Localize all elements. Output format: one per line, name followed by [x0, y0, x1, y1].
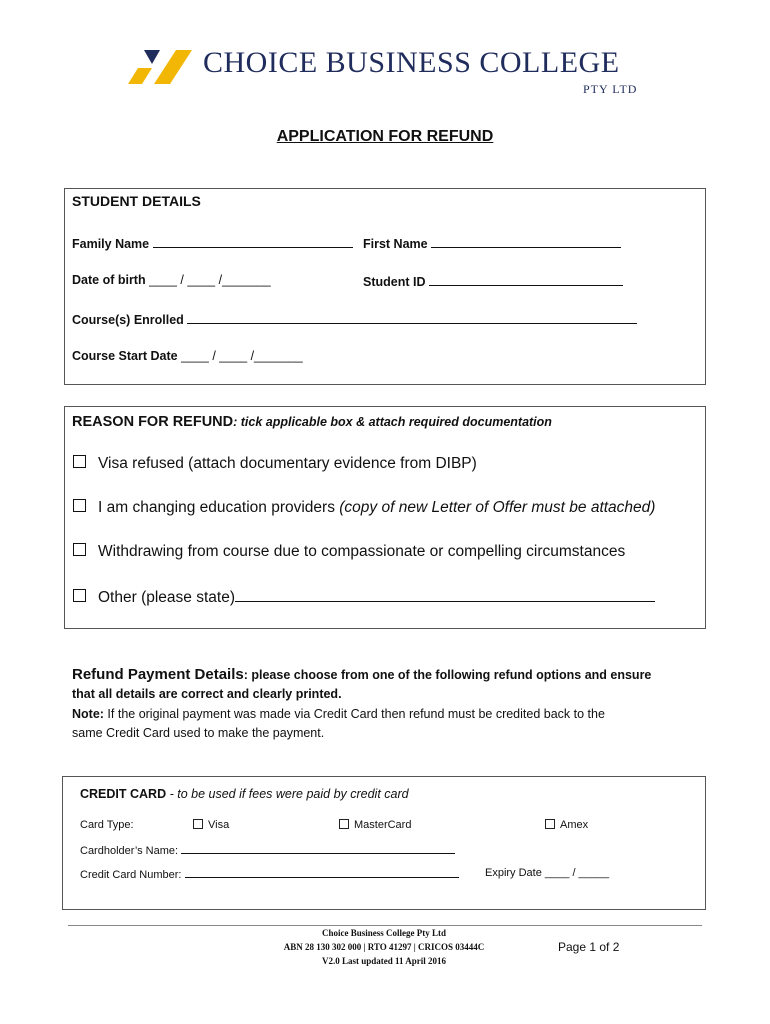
reason-option-provider[interactable] — [73, 499, 655, 517]
checkbox-mastercard[interactable] — [339, 819, 349, 829]
courses-line — [187, 311, 637, 324]
card-number-field[interactable] — [80, 867, 459, 881]
amex-label: Amex — [560, 819, 589, 831]
payment-heading-row — [72, 666, 651, 684]
checkbox-visa-card[interactable] — [193, 819, 203, 829]
reason-option-label: Other (please state) — [98, 589, 235, 606]
expiry-blank: ____ / _____ — [544, 867, 610, 879]
expiry-label: Expiry Date — [485, 867, 542, 879]
college-name: CHOICE BUSINESS COLLEGE — [203, 46, 620, 79]
reason-heading: REASON FOR REFUND — [72, 414, 234, 430]
card-number-line — [185, 867, 459, 878]
cardholder-field[interactable] — [80, 843, 455, 857]
checkbox-visa[interactable] — [73, 455, 86, 468]
footer-version: V2.0 Last updated 11 April 2016 — [321, 956, 447, 966]
reason-section — [64, 406, 706, 629]
cc-heading: CREDIT CARD — [80, 787, 167, 801]
student-id-label: Student ID — [363, 275, 426, 289]
college-logo-icon — [128, 48, 192, 86]
payment-line2: that all details are correct and clearly printed. — [72, 687, 342, 701]
visa-option[interactable] — [193, 819, 229, 831]
amex-option[interactable] — [545, 819, 588, 831]
reason-subheading: : tick applicable box & attach required documentation — [233, 415, 552, 429]
footer-divider — [68, 925, 702, 926]
credit-card-section — [62, 776, 706, 910]
payment-heading-rest: : please choose from one of the following refund options and ensure — [243, 668, 652, 682]
family-name-field[interactable] — [72, 235, 353, 251]
start-date-blank: ____ / ____ /_______ — [181, 349, 303, 363]
dob-field[interactable] — [72, 273, 271, 287]
family-name-label: Family Name — [72, 237, 150, 251]
reason-heading-row — [72, 413, 552, 431]
reason-option-withdrawing[interactable] — [73, 543, 625, 561]
note-label: Note: — [72, 707, 104, 721]
mastercard-option[interactable] — [339, 819, 411, 831]
college-subtitle: PTY LTD — [583, 82, 638, 96]
reason-option-label: Withdrawing from course due to compassionate or compelling circumstances — [98, 543, 626, 560]
reason-option-label: I am changing education providers — [98, 499, 340, 516]
visa-label: Visa — [208, 819, 230, 831]
reason-option-other[interactable] — [73, 587, 655, 607]
card-number-label: Credit Card Number: — [80, 869, 182, 881]
page-number: Page 1 of 2 — [558, 940, 620, 954]
document-title: APPLICATION FOR REFUND — [276, 128, 494, 145]
start-date-label: Course Start Date — [72, 349, 178, 363]
payment-note-line2: same Credit Card used to make the payment. — [72, 726, 325, 740]
reason-option-visa[interactable] — [73, 455, 477, 473]
mastercard-label: MasterCard — [354, 819, 412, 831]
student-details-section — [64, 188, 706, 385]
card-type-label: Card Type: — [80, 819, 134, 831]
cardholder-line — [181, 843, 455, 854]
student-id-line — [429, 273, 623, 286]
first-name-line — [431, 235, 621, 248]
checkbox-provider[interactable] — [73, 499, 86, 512]
footer-registration: ABN 28 130 302 000 | RTO 41297 | CRICOS 03444C — [283, 942, 485, 952]
courses-label: Course(s) Enrolled — [72, 313, 184, 327]
checkbox-amex[interactable] — [545, 819, 555, 829]
expiry-field[interactable] — [485, 867, 609, 879]
student-details-heading: STUDENT DETAILS — [72, 193, 201, 209]
note-text: If the original payment was made via Credit Card then refund must be credited back to the — [103, 707, 605, 721]
checkbox-other[interactable] — [73, 589, 86, 602]
footer-company: Choice Business College Pty Ltd — [321, 928, 446, 938]
other-line[interactable] — [235, 587, 655, 602]
family-name-line — [153, 235, 353, 248]
first-name-label: First Name — [363, 237, 428, 251]
reason-option-label: Visa refused (attach documentary evidence from DIBP) — [98, 455, 477, 472]
cardholder-label: Cardholder’s Name: — [80, 845, 179, 857]
start-date-field[interactable] — [72, 349, 303, 363]
cc-heading-row — [80, 785, 409, 803]
first-name-field[interactable] — [363, 235, 621, 251]
dob-label: Date of birth — [72, 273, 146, 287]
payment-heading: Refund Payment Details — [72, 666, 244, 683]
courses-field[interactable] — [72, 311, 637, 327]
payment-note — [72, 707, 605, 721]
reason-option-note: (copy of new Letter of Offer must be attached) — [339, 499, 656, 516]
dob-blank: ____ / ____ /_______ — [149, 273, 271, 287]
student-id-field[interactable] — [363, 273, 623, 289]
cc-subheading: - to be used if fees were paid by credit card — [166, 787, 409, 801]
checkbox-withdrawing[interactable] — [73, 543, 86, 556]
